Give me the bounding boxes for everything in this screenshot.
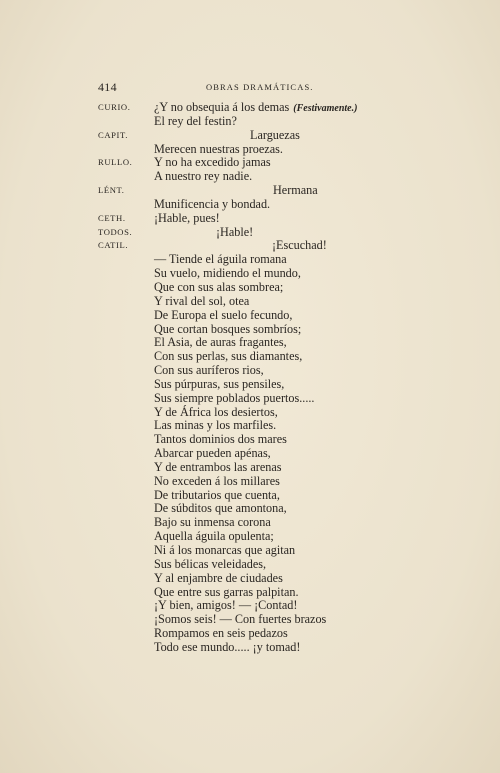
dialogue-line [98,530,398,544]
dialogue-line [98,447,398,461]
dialogue-line [98,378,398,392]
verse-text: Aquella águila opulenta; [154,529,274,544]
dialogue-line [98,641,398,655]
dialogue-line [98,544,398,558]
verse-text: Merecen nuestras proezas. [154,141,283,156]
page-header [98,80,388,96]
dialogue-line [98,101,398,115]
verse-text: Larguezas [250,127,300,142]
verse-text: De tributarios que cuenta, [154,487,280,502]
dialogue-line [98,586,398,600]
dialogue-line [98,406,398,420]
verse-text: Que cortan bosques sombríos; [154,321,302,336]
dialogue-line [98,336,398,350]
dialogue-line [98,475,398,489]
dialogue-line [98,419,398,433]
verse-text: Con sus auríferos rios, [154,363,264,378]
stage-direction: (Festivamente.) [293,103,358,114]
verse-text: Todo ese mundo..... ¡y tomad! [154,639,301,654]
dialogue-line [98,433,398,447]
verse-text: Bajo su inmensa corona [154,515,271,530]
dialogue-line [98,613,398,627]
speaker-name: LÉNT. [98,185,125,196]
running-title: OBRAS DRAMÁTICAS. [206,82,314,92]
dialogue-line [98,323,398,337]
verse-text: Sus púrpuras, sus pensiles, [154,376,285,391]
dialogue-line [98,198,398,212]
speaker-name: CETH. [98,212,126,223]
dialogue-line [98,461,398,475]
verse-text: No exceden á los millares [154,473,280,488]
speaker-name: CATIL. [98,240,129,251]
verse-text: El Asia, de auras fragantes, [154,335,287,350]
verse-text: Hermana [273,183,318,198]
verse-text: Que entre sus garras palpitan. [154,584,299,599]
dialogue-line [98,212,398,226]
dialogue-line [98,599,398,613]
dialogue-line [98,489,398,503]
verse-text: ¿Y no obsequia á los demas (Festivamente.) [154,100,358,114]
verse-text: Sus bélicas veleidades, [154,556,267,571]
verse-text: ¡Y bien, amigos! — ¡Contad! [154,598,298,613]
dialogue-line [98,572,398,586]
verse-text: Ni á los monarcas que agitan [154,543,296,557]
verse-text: ¡Escuchad! [272,238,327,253]
dialogue-line [98,156,398,170]
speaker-name: RULLO. [98,157,133,168]
speaker-name: TODOS. [98,226,133,237]
verse-text: A nuestro rey nadie. [154,169,253,184]
verse-text: — Tiende el águila romana [154,252,287,267]
dialogue-line [98,281,398,295]
verse-text: Su vuelo, midiendo el mundo, [154,266,301,281]
verse-text: Y al enjambre de ciudades [154,570,283,585]
dialogue-line [98,558,398,572]
dialogue-line [98,516,398,530]
verse-text: El rey del festin? [154,113,237,128]
verse-text: Sus siempre poblados puertos..... [154,390,315,405]
verse-text: ¡Somos seis! — Con fuertes brazos [154,612,327,627]
dialogue-line [98,143,398,157]
verse-text: De Europa el suelo fecundo, [154,307,293,322]
verse-text: Abarcar pueden apénas, [154,446,271,461]
speaker-name: CURIO. [98,102,131,112]
dialogue-line [98,392,398,406]
dialogue-line [98,226,398,240]
dialogue-line [98,309,398,323]
dialogue-line [98,364,398,378]
verse-text: Munificencia y bondad. [154,196,271,211]
verse-text: De súbditos que amontona, [154,501,287,516]
dialogue-line [98,239,398,253]
verse-text: Tantos dominios dos mares [154,432,287,447]
dialogue-text [98,101,398,655]
dialogue-line [98,627,398,641]
verse-text: Y rival del sol, otea [154,293,250,308]
dialogue-line [98,267,398,281]
page-number: 414 [98,80,117,94]
dialogue-line [98,253,398,267]
verse-text: Y no ha excedido jamas [154,155,271,170]
verse-text: Y de África los desiertos, [154,404,278,419]
dialogue-line [98,350,398,364]
dialogue-line [98,295,398,309]
verse-text: Que con sus alas sombrea; [154,279,284,294]
dialogue-line [98,184,398,198]
dialogue-line [98,115,398,129]
verse-text: Las minas y los marfiles. [154,418,277,433]
verse-text: Y de entrambos las arenas [154,459,282,474]
verse-text: Rompamos en seis pedazos [154,626,288,641]
verse-text: ¡Hable! [216,224,254,239]
verse-text: Con sus perlas, sus diamantes, [154,349,303,364]
dialogue-line [98,170,398,184]
speaker-name: CAPIT. [98,129,128,140]
dialogue-line [98,502,398,516]
dialogue-line [98,129,398,143]
verse-text: ¡Hable, pues! [154,210,220,225]
